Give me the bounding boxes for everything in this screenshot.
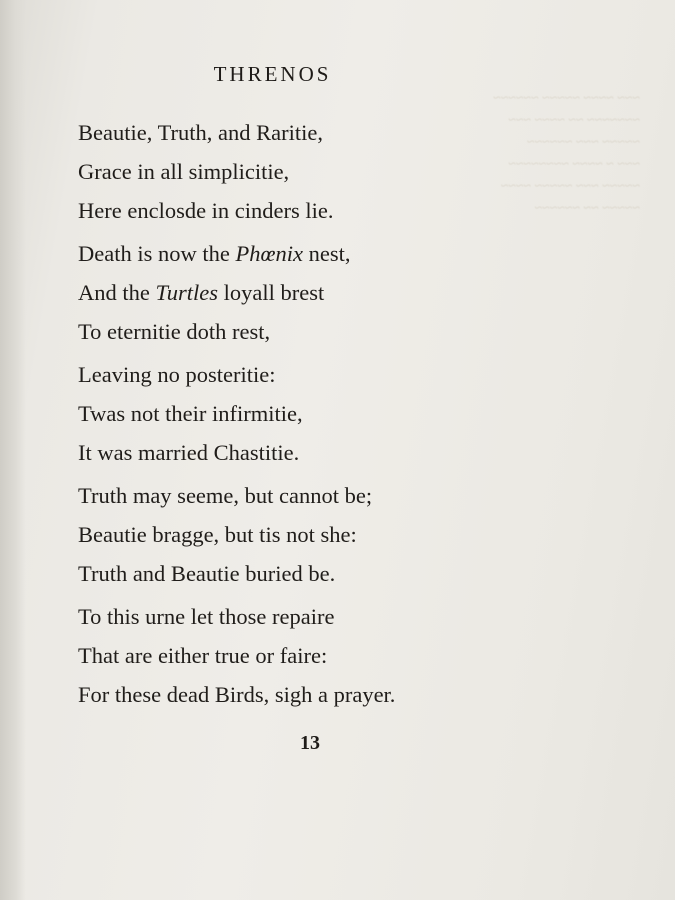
- italic-word: Turtles: [155, 280, 219, 305]
- line-text: loyall brest: [218, 280, 325, 305]
- poem-line: [78, 273, 350, 312]
- stanza-4: [78, 476, 372, 593]
- poem-line: Truth may seeme, but cannot be;: [78, 483, 373, 508]
- poem-title: THRENOS: [213, 62, 332, 86]
- stanza-5: [78, 597, 395, 714]
- page-number: 13: [300, 732, 320, 754]
- poem-line: Truth and Beautie buried be.: [78, 561, 336, 586]
- poem-line: Grace in all simplicitie,: [78, 159, 290, 184]
- line-text: nest,: [302, 241, 351, 266]
- poem-line: Beautie bragge, but tis not she:: [78, 522, 357, 547]
- italic-word: Phœnix: [235, 241, 303, 266]
- page-gutter-shadow: [0, 0, 26, 900]
- poem-line: It was married Chastitie.: [78, 440, 300, 465]
- stanza-3: [78, 355, 303, 472]
- poem-line: Twas not their infirmitie,: [78, 401, 303, 426]
- poem-line: That are either true or faire:: [78, 643, 328, 668]
- stanza-2: [78, 234, 350, 351]
- poem-line: For these dead Birds, sigh a prayer.: [78, 682, 396, 707]
- line-text: Death is now the: [78, 241, 236, 266]
- poem-line: To this urne let those repaire: [78, 604, 335, 629]
- stanza-1: [78, 113, 334, 230]
- line-text: And the: [78, 280, 156, 305]
- poem-line: Beautie, Truth, and Raritie,: [78, 120, 323, 145]
- poem-line: [78, 234, 350, 273]
- poem-line: To eternitie doth rest,: [78, 319, 271, 344]
- poem-line: Leaving no posteritie:: [78, 362, 276, 387]
- show-through-text: ~~~ ~~~~ ~~~~~ ~~~~~~ ~~~~~~~ ~~ ~~~~ ~~~ ~~~~~ ~~~ ~~~~~~ ~~~ ~ ~~~~ ~~~~~~~~ ~~~~~ ~~~ ~~~~~ ~~~~ ~~~~~ ~~ ~~~~~~: [493, 91, 640, 216]
- poem-line: Here enclosde in cinders lie.: [78, 198, 334, 223]
